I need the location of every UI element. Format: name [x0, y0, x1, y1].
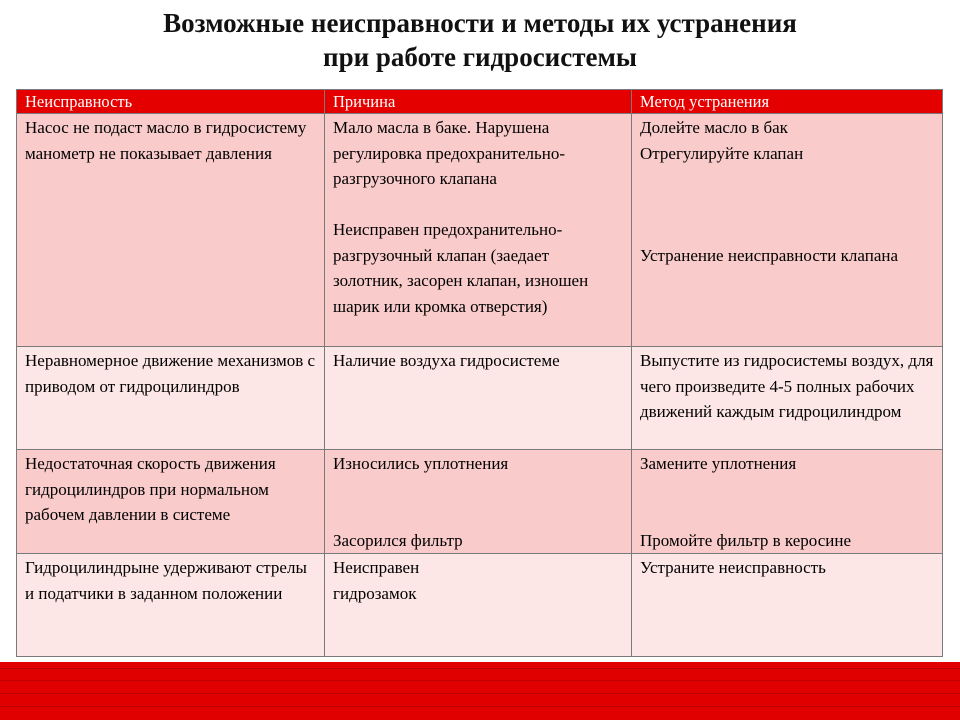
title-line-1: Возможные неисправности и методы их устранения: [163, 8, 797, 38]
header-cause: Причина: [325, 90, 632, 114]
header-remedy: Метод устранения: [632, 90, 943, 114]
cell-fault: Гидроцилиндрыне удерживают стрелы и податчики в заданном положении: [17, 554, 325, 657]
header-fault: Неисправность: [17, 90, 325, 114]
cell-fault: Неравномерное движение механизмов с приводом от гидроцилиндров: [17, 347, 325, 450]
page-title: [0, 6, 960, 74]
cell-cause: Наличие воздуха гидросистеме: [325, 347, 632, 450]
table-row: [17, 450, 943, 554]
band-line: [0, 693, 960, 694]
cell-fault: Насос не подаст масло в гидросистему манометр не показывает давления: [17, 114, 325, 347]
cell-remedy: Замените уплотнения Промойте фильтр в керосине: [632, 450, 943, 554]
cell-cause: Мало масла в баке. Нарушена регулировка предохранительно-разгрузочного клапана Неисправен предохранительно-разгрузочный клапан (заедает золотник, засорен клапан, изношен шарик или кромка отверстия): [325, 114, 632, 347]
cell-remedy: Выпустите из гидросистемы воздух, для чего произведите 4-5 полных рабочих движений каждым гидроцилиндром: [632, 347, 943, 450]
band-line: [0, 706, 960, 707]
table-row: [17, 114, 943, 347]
band-line: [0, 680, 960, 681]
band-line: [0, 668, 960, 669]
table-header-row: [17, 90, 943, 114]
faults-table: [16, 89, 943, 657]
cell-remedy: Устраните неисправность: [632, 554, 943, 657]
cell-cause: Износились уплотнения Засорился фильтр: [325, 450, 632, 554]
cell-fault: Недостаточная скорость движения гидроцилиндров при нормальном рабочем давлении в системе: [17, 450, 325, 554]
bottom-decorative-band: [0, 662, 960, 720]
cell-remedy: Долейте масло в бак Отрегулируйте клапан Устранение неисправности клапана: [632, 114, 943, 347]
cell-cause: Неисправен гидрозамок: [325, 554, 632, 657]
title-line-2: при работе гидросистемы: [323, 42, 637, 72]
faults-table-container: [16, 89, 942, 657]
table-row: [17, 554, 943, 657]
table-row: [17, 347, 943, 450]
band-texture: [0, 662, 960, 720]
